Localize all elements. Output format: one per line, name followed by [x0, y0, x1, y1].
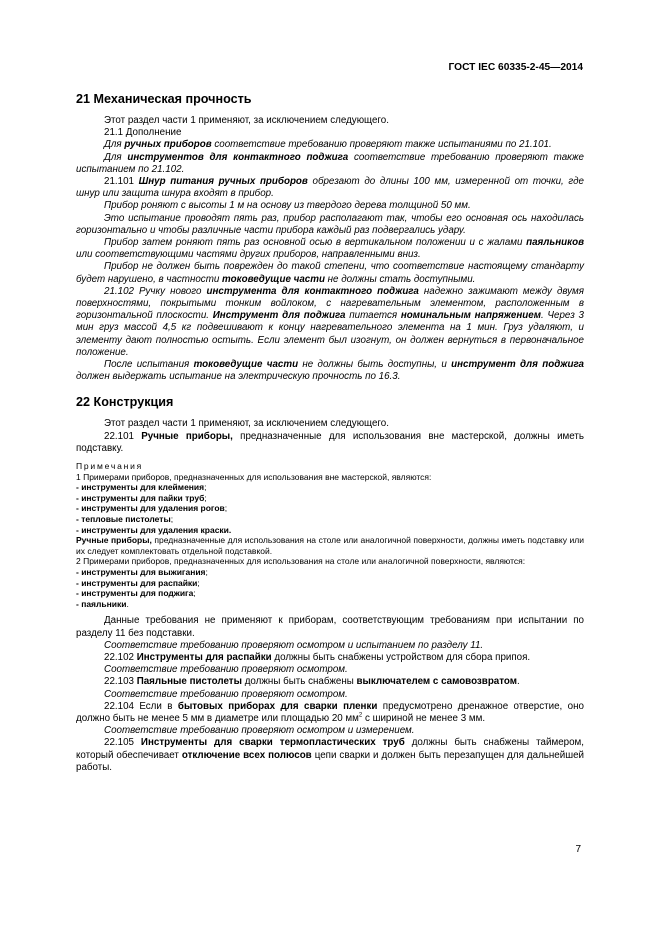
paragraph: Прибор роняют с высоты 1 м на основу из твердого дерева толщиной 50 мм. [104, 200, 471, 212]
notes-title: Примечания [76, 461, 144, 472]
note-2: 2 Примерами приборов, предназначенных для использования на столе или аналогичной поверхности, являются: [76, 556, 526, 567]
paragraph: 21.101 Шнур питания ручных приборов обрезают до длины 100 мм, измеренной от точки, где шнур или защита шнура входят в прибор. [76, 176, 584, 200]
list-item: - паяльники. [76, 598, 129, 609]
section-22-title: 22 Конструкция [76, 395, 174, 410]
paragraph: Прибор затем роняют пять раз основной осью в вертикальном положении и с жалами паяльников или соответствующими частями других приборов, направленными вниз. [76, 237, 584, 261]
paragraph: 21.1 Дополнение [104, 127, 182, 139]
paragraph: 21.102 Ручку нового инструмента для контактного поджига надежно зажимают между двумя поверхностями, покрытыми тонким войлоком, с нагревательным элементом, расположенным в горизонтальной плоскости. Инструмент для поджига питается номинальным напряжением. Через 3 мин груз массой 4,5 кг подвешивают к концу нагревательного элемента на 1 мин. Груз удаляют, и элементу дают полностью остыть. Если элемент был изогнут, он должен вернуться в первоначальное положение. [76, 285, 584, 358]
paragraph: Прибор не должен быть поврежден до такой степени, что соответствие настоящему стандарту будет нарушено, в частности токоведущие части не должны стать доступными. [76, 261, 584, 285]
page-number: 7 [575, 844, 581, 855]
paragraph: 22.105 Инструменты для сварки термопластических труб должны быть снабжены таймером, который обеспечивает отключение всех полюсов цепи сварки и должен быть перезапущен для дальнейшей работы. [76, 737, 585, 773]
note-1: 1 Примерами приборов, предназначенных для использования вне мастерской, являются: [76, 471, 432, 482]
paragraph: Соответствие требованию проверяют осмотром. [104, 664, 348, 676]
paragraph: Соответствие требованию проверяют осмотром и испытанием по разделу 11. [104, 639, 484, 651]
paragraph: После испытания токоведущие части не должны быть доступны, и инструмент для поджига должен выдержать испытание на электрическую прочность по 16.3. [76, 359, 584, 383]
note-1b: Ручные приборы, предназначенные для использования на столе или аналогичной поверхности, должны иметь подставку или их следует комплектовать отдельной подставкой. [76, 535, 584, 556]
document-number: ГОСТ IEC 60335-2-45—2014 [448, 62, 583, 73]
list-item: - тепловые пистолеты; [76, 514, 174, 525]
list-item: - инструменты для поджига; [76, 588, 196, 599]
paragraph: 22.103 Паяльные пистолеты должны быть снабжены выключателем с самовозвратом. [104, 676, 520, 688]
paragraph: Соответствие требованию проверяют осмотром и измерением. [104, 725, 415, 737]
paragraph: Это испытание проводят пять раз, прибор располагают так, чтобы его основная ось находилась горизонтально и чтобы различные части прибора каждый раз подвергались удару. [76, 212, 584, 236]
paragraph: Этот раздел части 1 применяют, за исключением следующего. [104, 115, 389, 126]
paragraph: 22.101 Ручные приборы, предназначенные для использования вне мастерской, должны иметь подставку. [76, 430, 585, 454]
list-item: - инструменты для удаления краски. [76, 524, 232, 535]
list-item: - инструменты для клеймения; [76, 482, 207, 493]
list-item: - инструменты для распайки; [76, 577, 200, 588]
paragraph: Соответствие требованию проверяют осмотром. [104, 688, 348, 700]
notes-block [76, 461, 584, 609]
paragraph: 22.102 Инструменты для распайки должны быть снабжены устройством для сбора припоя. [104, 652, 531, 663]
page-content [76, 92, 584, 774]
after-notes [76, 615, 584, 774]
section-21-title: 21 Механическая прочность [76, 92, 252, 106]
paragraph: Для инструментов для контактного поджига соответствие требованию проверяют также испытанием по 21.102. [76, 151, 584, 175]
paragraph: Этот раздел части 1 применяют, за исключением следующего. [104, 418, 389, 430]
paragraph: 22.104 Если в бытовых приборах для сварки пленки предусмотрено дренажное отверстие, оно должно быть не менее 5 мм в диаметре или площадью 20 $мм^2$ с шириной не менее 3 мм. [76, 700, 584, 725]
list-item: - инструменты для пайки труб; [76, 492, 207, 503]
list-item: - инструменты для удаления рогов; [76, 503, 228, 514]
paragraph: Для ручных приборов соответствие требованию проверяют также испытаниями по 21.101. [104, 139, 552, 151]
list-item: - инструменты для выжигания; [76, 567, 208, 578]
paragraph: Данные требования не применяют к приборам, соответствующим требованиям при испытании по разделу 11 без подставки. [76, 615, 584, 639]
